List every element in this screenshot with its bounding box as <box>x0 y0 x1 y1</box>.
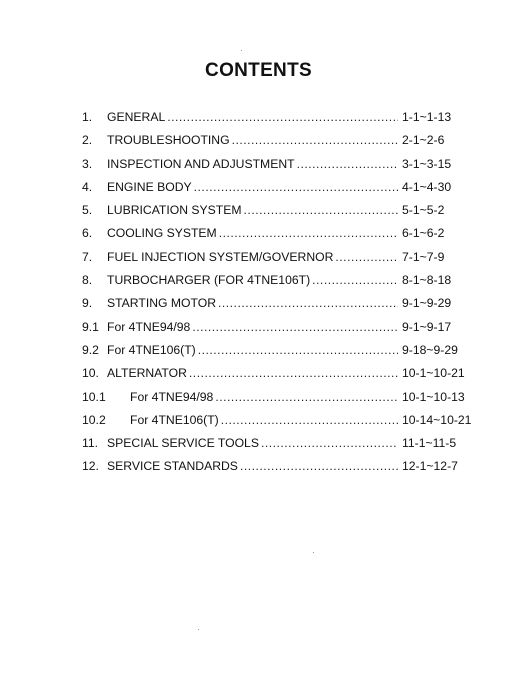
toc-entry-starting-motor[interactable] <box>82 296 502 319</box>
toc-entry-pages: 6-1~6-2 <box>402 226 445 241</box>
toc-entry-label: For 4TNE106(T) <box>107 342 196 357</box>
toc-entry-label: SERVICE STANDARDS <box>107 459 238 474</box>
scan-speck <box>241 50 242 51</box>
toc-entry-pages: 7-1~7-9 <box>402 249 445 264</box>
toc-entry-label: For 4TNE94/98 <box>130 389 214 404</box>
toc-entry-number: 2. <box>82 133 93 148</box>
dot-leader <box>167 110 398 124</box>
toc-entry-label: ALTERNATOR <box>107 366 187 381</box>
toc-entry-number: 11. <box>82 436 99 451</box>
toc-entry-pages: 11-1~11-5 <box>402 436 457 451</box>
toc-entry-label: FUEL INJECTION SYSTEM/GOVERNOR <box>107 249 334 264</box>
toc-entry-label: For 4TNE106(T) <box>130 412 219 427</box>
toc-entry-alternator[interactable] <box>82 366 502 389</box>
toc-entry-pages: 4-1~4-30 <box>402 179 452 194</box>
toc-entry-label: TURBOCHARGER (FOR 4TNE106T) <box>107 273 311 288</box>
dot-leader <box>297 157 398 171</box>
toc-entry-pages: 10-14~10-21 <box>402 412 472 427</box>
toc-entry-troubleshooting[interactable] <box>82 133 502 156</box>
toc-entry-number: 10.1 <box>82 389 106 404</box>
dot-leader <box>192 320 398 334</box>
dot-leader <box>232 133 398 147</box>
toc-entry-special-service-tools[interactable] <box>82 436 502 459</box>
toc-entry-number: 3. <box>82 156 93 171</box>
toc-entry-label: ENGINE BODY <box>107 179 192 194</box>
toc-entry-label: For 4TNE94/98 <box>107 319 191 334</box>
dot-leader <box>219 226 398 240</box>
toc-entry-number: 8. <box>82 273 93 288</box>
dot-leader <box>194 180 398 194</box>
toc-subentry-starting-motor-4tne106t[interactable] <box>82 343 502 366</box>
toc-entry-pages: 1-1~1-13 <box>402 110 452 124</box>
dot-leader <box>240 459 398 473</box>
toc-entry-label: LUBRICATION SYSTEM <box>107 203 242 218</box>
dot-leader <box>218 296 398 310</box>
dot-leader <box>198 343 398 357</box>
toc-entry-pages: 9-1~9-29 <box>402 296 452 311</box>
toc-entry-pages: 3-1~3-15 <box>402 156 452 171</box>
toc-entry-label: GENERAL <box>107 110 166 124</box>
scan-speck <box>313 552 314 553</box>
toc-entry-general[interactable] <box>82 110 502 133</box>
toc-entry-number: 9.1 <box>82 319 99 334</box>
dot-leader <box>335 250 398 264</box>
toc-entry-lubrication-system[interactable] <box>82 203 502 226</box>
toc-entry-number: 7. <box>82 249 93 264</box>
toc-subentry-starting-motor-4tne94-98[interactable] <box>82 320 502 343</box>
toc-entry-number: 9.2 <box>82 342 99 357</box>
toc-subentry-alternator-4tne106t[interactable] <box>82 413 502 436</box>
toc-entry-pages: 12-1~12-7 <box>402 459 458 474</box>
toc-entry-inspection-and-adjustment[interactable] <box>82 157 502 180</box>
toc-entry-number: 12. <box>82 459 99 474</box>
toc-entry-pages: 10-1~10-21 <box>402 366 465 381</box>
table-of-contents <box>82 110 502 483</box>
dot-leader <box>261 436 398 450</box>
toc-entry-fuel-injection-system[interactable] <box>82 250 502 273</box>
dot-leader <box>189 366 398 380</box>
dot-leader <box>244 203 398 217</box>
dot-leader <box>215 390 398 404</box>
toc-entry-label: INSPECTION AND ADJUSTMENT <box>107 156 295 171</box>
toc-entry-label: COOLING SYSTEM <box>107 226 217 241</box>
toc-entry-cooling-system[interactable] <box>82 226 502 249</box>
scan-speck <box>198 629 199 630</box>
toc-entry-number: 9. <box>82 296 93 311</box>
toc-entry-pages: 2-1~2-6 <box>402 133 445 148</box>
toc-entry-number: 1. <box>82 110 93 124</box>
toc-entry-pages: 10-1~10-13 <box>402 389 465 404</box>
toc-entry-number: 10. <box>82 366 99 381</box>
toc-entry-number: 5. <box>82 203 93 218</box>
toc-entry-label: TROUBLESHOOTING <box>107 133 230 148</box>
dot-leader <box>221 413 398 427</box>
toc-entry-number: 6. <box>82 226 93 241</box>
toc-entry-turbocharger[interactable] <box>82 273 502 296</box>
toc-entry-pages: 5-1~5-2 <box>402 203 445 218</box>
toc-entry-number: 10.2 <box>82 412 106 427</box>
toc-entry-service-standards[interactable] <box>82 459 502 482</box>
toc-entry-pages: 9-18~9-29 <box>402 342 458 357</box>
toc-entry-label: STARTING MOTOR <box>107 296 217 311</box>
dot-leader <box>312 273 398 287</box>
toc-subentry-alternator-4tne94-98[interactable] <box>82 390 502 413</box>
toc-entry-pages: 8-1~8-18 <box>402 273 452 288</box>
toc-entry-pages: 9-1~9-17 <box>402 319 452 334</box>
toc-entry-number: 4. <box>82 179 93 194</box>
page-title: CONTENTS <box>205 60 312 81</box>
toc-entry-engine-body[interactable] <box>82 180 502 203</box>
toc-entry-label: SPECIAL SERVICE TOOLS <box>107 436 259 451</box>
